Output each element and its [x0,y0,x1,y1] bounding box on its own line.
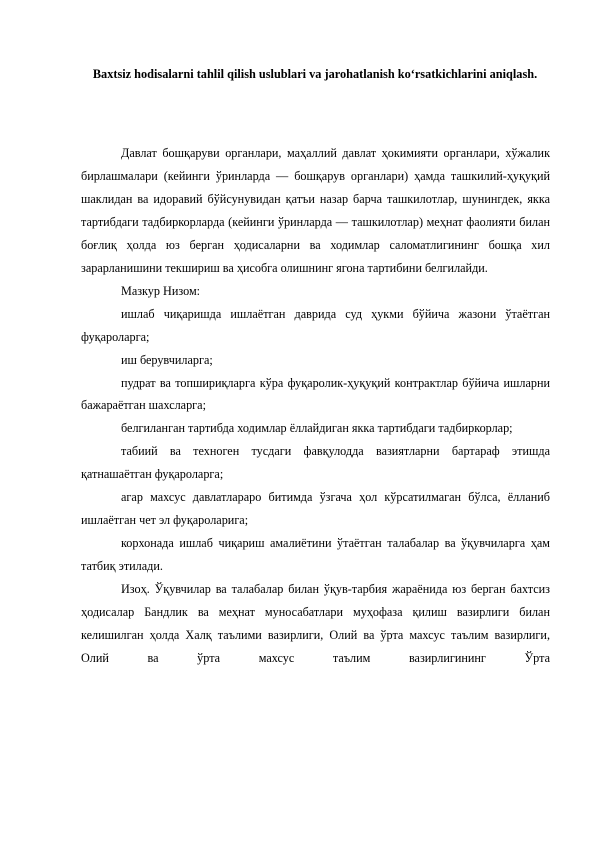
paragraph-scope-item: ишлаб чиқаришда ишлаётган даврида суд ҳукми бўйича жазони ўтаётган фуқароларга; [81,306,550,344]
paragraph-scope-item: пудрат ва топшириқларга кўра фуқаролик-ҳуқуқий контрактлар бўйича ишларни бажараётган шахсларга; [81,375,550,413]
paragraph-scope-heading: Мазкур Низом: [121,283,201,298]
paragraph-scope-item: агар махсус давлатлараро битимда ўзгача ҳол кўрсатилмаган бўлса, ёлланиб ишлаётган чет эл фуқароларига; [81,490,550,528]
paragraph-scope-item: табиий ва техноген тусдаги фавқулодда вазиятларни бартараф этишда қатнашаётган фуқароларга; [81,444,550,482]
paragraph-intro: Давлат бошқаруви органлари, маҳаллий давлат ҳокимияти органлари, хўжалик бирлашмалари (кейинги ўринларда — бошқарув органлари) ҳамда ташкилий-ҳуқуқий шаклидан ва идоравий бўйсунувидан қатъи назар барча ташкилотлар, шунингдек, якка тартибдаги тадбиркорларда (кейинги ўринларда — ташкилотлар) меҳнат фаолияти билан боғлиқ ҳолда юз берган ҳодисаларни ва ходимлар саломатлигининг бошқа хил зарарланишини текшириш ва ҳисобга олишнинг ягона тартибини белгилайди. [81,146,550,275]
document-title: Baxtsiz hodisalarni tahlil qilish uslublari va jarohatlanish ko‘rsatkichlarini aniqlash. [92,67,538,81]
paragraph-scope-item: корхонада ишлаб чиқариш амалиётини ўтаётган талабалар ва ўқувчиларга ҳам татбиқ этилади. [81,536,550,574]
paragraph-note: Изоҳ. Ўқувчилар ва талабалар билан ўқув-тарбия жараёнида юз берган бахтсиз ҳодисалар Бандлик ва меҳнат муносабатлари муҳофаза қилиш вазирлиги билан келишилган ҳолда Халқ таълими вазирлиги, Олий ва ўрта махсус таълим вазирлиги, Олий ва ўрта махсус таълим вазирлигининг Ўрта [81,582,550,665]
paragraph-scope-item: белгиланган тартибда ходимлар ёллайдиган якка тартибдаги тадбиркорлар; [121,421,513,436]
document-body [81,142,550,670]
paragraph-scope-item: иш берувчиларга; [121,352,213,367]
